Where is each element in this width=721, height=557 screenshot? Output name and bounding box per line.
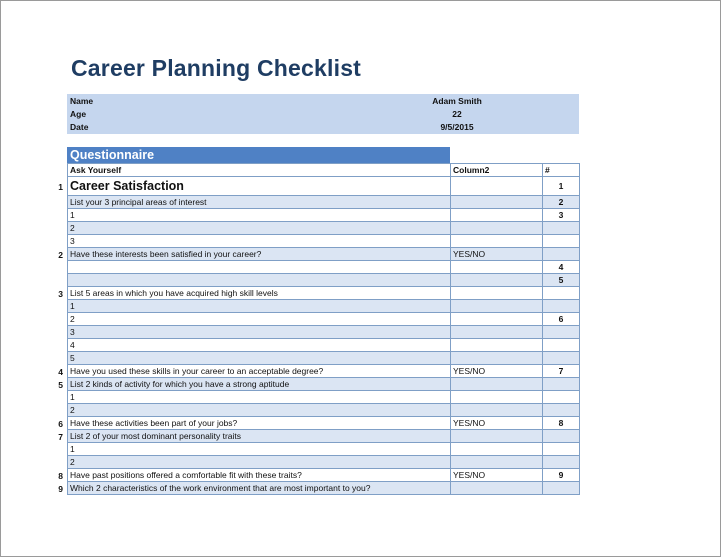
number-cell: 3 — [543, 209, 580, 222]
number-cell — [543, 287, 580, 300]
question-cell: Have these interests been satisfied in your career? — [68, 248, 451, 261]
info-row-age — [67, 108, 579, 121]
number-cell — [543, 326, 580, 339]
column2-cell[interactable] — [451, 391, 543, 404]
question-cell: 4 — [68, 339, 451, 352]
question-cell: 1 — [68, 391, 451, 404]
table-row — [68, 222, 580, 235]
column2-cell[interactable] — [451, 443, 543, 456]
number-cell — [543, 391, 580, 404]
question-number: 9 — [58, 483, 63, 494]
questionnaire-table — [67, 163, 580, 495]
questionnaire-header: Questionnaire — [67, 147, 450, 163]
question-number: 1 — [58, 181, 63, 192]
column2-cell[interactable] — [451, 177, 543, 196]
question-cell: List your 3 principal areas of interest — [68, 196, 451, 209]
column2-cell[interactable] — [451, 235, 543, 248]
info-label: Name — [70, 96, 94, 106]
number-cell — [543, 482, 580, 495]
question-cell: List 2 of your most dominant personality traits — [68, 430, 451, 443]
info-row-name — [67, 95, 579, 108]
question-cell: Have past positions offered a comfortable fit with these traits? — [68, 469, 451, 482]
table-row — [68, 235, 580, 248]
table-row — [68, 177, 580, 196]
column2-cell[interactable] — [451, 326, 543, 339]
table-row — [68, 287, 580, 300]
number-cell: 8 — [543, 417, 580, 430]
number-cell — [543, 222, 580, 235]
column2-cell[interactable] — [451, 378, 543, 391]
table-row — [68, 365, 580, 378]
question-cell: 3 — [68, 235, 451, 248]
number-cell: 9 — [543, 469, 580, 482]
number-cell: 7 — [543, 365, 580, 378]
question-number: 6 — [58, 418, 63, 429]
question-number: 4 — [58, 366, 63, 377]
number-cell: 4 — [543, 261, 580, 274]
number-cell — [543, 339, 580, 352]
number-cell — [543, 456, 580, 469]
column-header-column2: Column2 — [451, 164, 543, 177]
table-row — [68, 404, 580, 417]
question-cell — [68, 261, 451, 274]
question-number: 2 — [58, 249, 63, 260]
question-cell — [68, 274, 451, 287]
table-row — [68, 391, 580, 404]
question-cell: 1 — [68, 209, 451, 222]
column2-cell[interactable] — [451, 209, 543, 222]
info-label: Date — [70, 122, 89, 132]
column2-cell[interactable] — [451, 274, 543, 287]
info-label: Age — [70, 109, 87, 119]
question-cell: 2 — [68, 404, 451, 417]
column2-cell[interactable] — [451, 287, 543, 300]
number-cell — [543, 352, 580, 365]
column2-cell[interactable] — [451, 196, 543, 209]
info-value[interactable]: 9/5/2015 — [440, 122, 474, 132]
question-cell: List 5 areas in which you have acquired high skill levels — [68, 287, 451, 300]
column2-cell[interactable] — [451, 339, 543, 352]
column2-cell[interactable] — [451, 261, 543, 274]
question-cell: List 2 kinds of activity for which you have a strong aptitude — [68, 378, 451, 391]
table-row — [68, 469, 580, 482]
column2-cell[interactable]: YES/NO — [451, 469, 543, 482]
table-row — [68, 261, 580, 274]
table-row — [68, 196, 580, 209]
column2-cell[interactable] — [451, 456, 543, 469]
column2-cell[interactable]: YES/NO — [451, 417, 543, 430]
question-cell: 5 — [68, 352, 451, 365]
question-number: 8 — [58, 470, 63, 481]
question-number: 5 — [58, 379, 63, 390]
question-number: 7 — [58, 431, 63, 442]
question-cell: Which 2 characteristics of the work environment that are most important to you? — [68, 482, 451, 495]
column2-cell[interactable] — [451, 352, 543, 365]
table-row — [68, 352, 580, 365]
table-row — [68, 326, 580, 339]
question-cell: Have you used these skills in your career to an acceptable degree? — [68, 365, 451, 378]
table-header-row — [68, 164, 580, 177]
question-cell: 3 — [68, 326, 451, 339]
table-row — [68, 248, 580, 261]
table-row — [68, 209, 580, 222]
number-cell — [543, 443, 580, 456]
number-cell: 6 — [543, 313, 580, 326]
column-header-ask: Ask Yourself — [68, 164, 451, 177]
info-row-date — [67, 121, 579, 134]
column-header-number: # — [543, 164, 580, 177]
question-cell: Have these activities been part of your jobs? — [68, 417, 451, 430]
question-cell: 1 — [68, 300, 451, 313]
column2-cell[interactable] — [451, 222, 543, 235]
table-row — [68, 339, 580, 352]
number-cell: 5 — [543, 274, 580, 287]
number-cell — [543, 404, 580, 417]
column2-cell[interactable] — [451, 313, 543, 326]
table-row — [68, 417, 580, 430]
table-row — [68, 430, 580, 443]
question-cell: 1 — [68, 443, 451, 456]
number-cell — [543, 248, 580, 261]
number-cell — [543, 235, 580, 248]
table-row — [68, 482, 580, 495]
table-row — [68, 378, 580, 391]
number-cell: 2 — [543, 196, 580, 209]
column2-cell[interactable] — [451, 404, 543, 417]
table-row — [68, 443, 580, 456]
question-number: 3 — [58, 288, 63, 299]
column2-cell[interactable] — [451, 482, 543, 495]
question-cell: 2 — [68, 456, 451, 469]
info-block — [67, 94, 579, 134]
column2-cell[interactable] — [451, 300, 543, 313]
page-title: Career Planning Checklist — [71, 55, 362, 81]
table-row — [68, 313, 580, 326]
number-cell — [543, 300, 580, 313]
table-row — [68, 300, 580, 313]
column2-cell[interactable]: YES/NO — [451, 365, 543, 378]
question-cell: 2 — [68, 313, 451, 326]
number-cell — [543, 378, 580, 391]
table-row — [68, 456, 580, 469]
table-row — [68, 274, 580, 287]
question-cell: 2 — [68, 222, 451, 235]
number-cell — [543, 430, 580, 443]
question-cell: Career Satisfaction — [68, 177, 451, 196]
info-value[interactable]: Adam Smith — [432, 96, 482, 106]
number-cell: 1 — [543, 177, 580, 196]
column2-cell[interactable] — [451, 430, 543, 443]
info-value[interactable]: 22 — [452, 109, 462, 119]
column2-cell[interactable]: YES/NO — [451, 248, 543, 261]
